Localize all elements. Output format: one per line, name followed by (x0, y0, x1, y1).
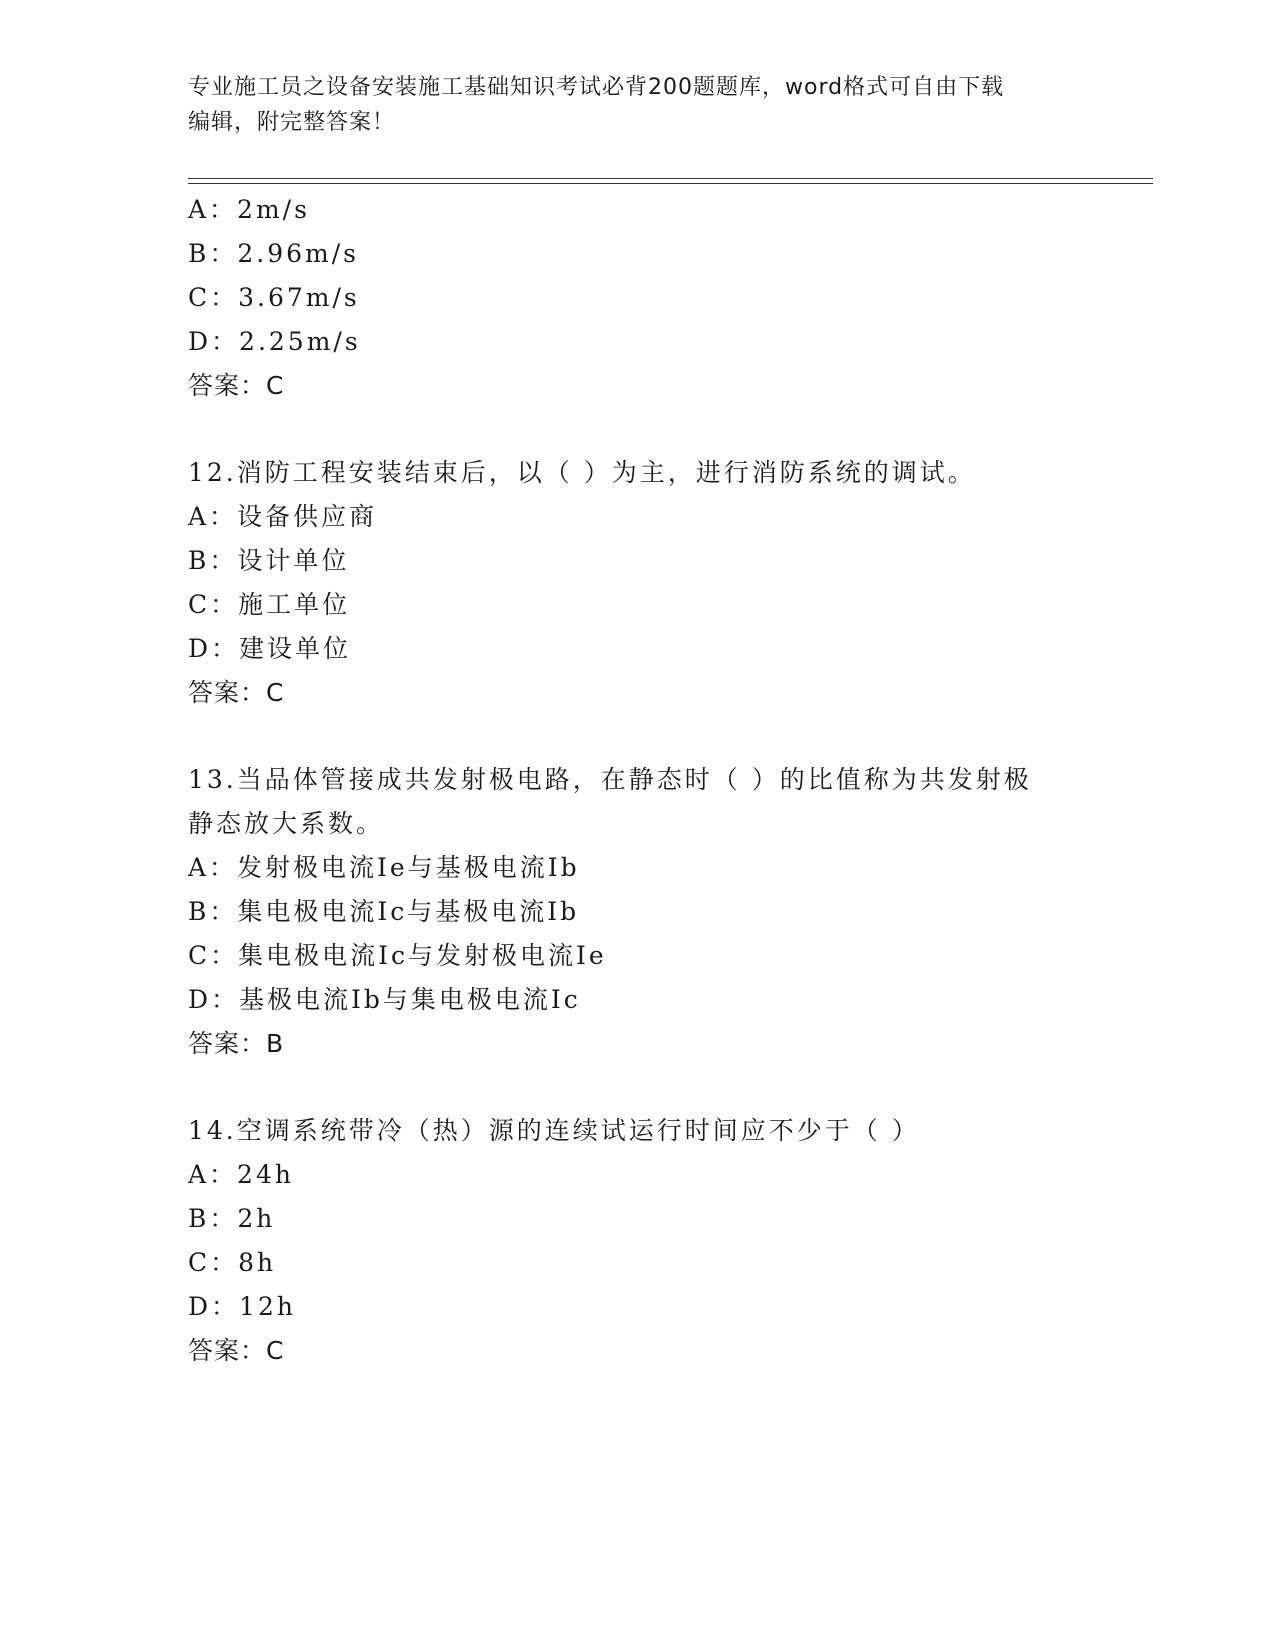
q11-option-d: D：2.25m/s (188, 327, 361, 356)
q13-stem-line-1: 13.当品体管接成共发射极电路，在静态时（ ）的比值称为共发射极 (188, 765, 1032, 794)
header-line-1: 专业施工员之设备安装施工基础知识考试必背200题题库，word格式可自由下载 (188, 75, 1005, 100)
q12-answer: 答案：C (188, 678, 285, 707)
q13-option-b: B：集电极电流Ic与基极电流Ib (188, 897, 580, 926)
q11-option-b: B：2.96m/s (188, 239, 359, 268)
header-divider-top (188, 178, 1153, 179)
q12-option-a: A：设备供应商 (188, 502, 378, 531)
q14-option-c: C：8h (188, 1248, 277, 1277)
q14-option-b: B：2h (188, 1204, 276, 1233)
q12-stem: 12.消防工程安装结束后，以（ ）为主，进行消防系统的调试。 (188, 458, 976, 487)
header-divider-bottom (188, 183, 1153, 184)
q14-answer: 答案：C (188, 1336, 285, 1365)
q14-stem: 14.空调系统带冷（热）源的连续试运行时间应不少于（ ） (188, 1116, 920, 1145)
q12-option-b: B：设计单位 (188, 546, 350, 575)
q14-option-d: D：12h (188, 1292, 296, 1321)
q11-option-a: A：2m/s (188, 195, 310, 224)
q11-answer: 答案：C (188, 371, 285, 400)
q12-option-d: D：建设单位 (188, 634, 352, 663)
q13-answer: 答案：B (188, 1029, 285, 1058)
q14-option-a: A：24h (188, 1160, 294, 1189)
q13-option-a: A：发射极电流Ie与基极电流Ib (188, 853, 580, 882)
q11-option-c: C：3.67m/s (188, 283, 360, 312)
q13-option-c: C：集电极电流Ic与发射极电流Ie (188, 941, 607, 970)
q13-stem-line-2: 静态放大系数。 (188, 809, 385, 838)
q12-option-c: C：施工单位 (188, 590, 351, 619)
q13-option-d: D：基极电流Ib与集电极电流Ic (188, 985, 581, 1014)
document-header (188, 70, 1068, 140)
header-line-2: 编辑，附完整答案！ (188, 110, 396, 135)
